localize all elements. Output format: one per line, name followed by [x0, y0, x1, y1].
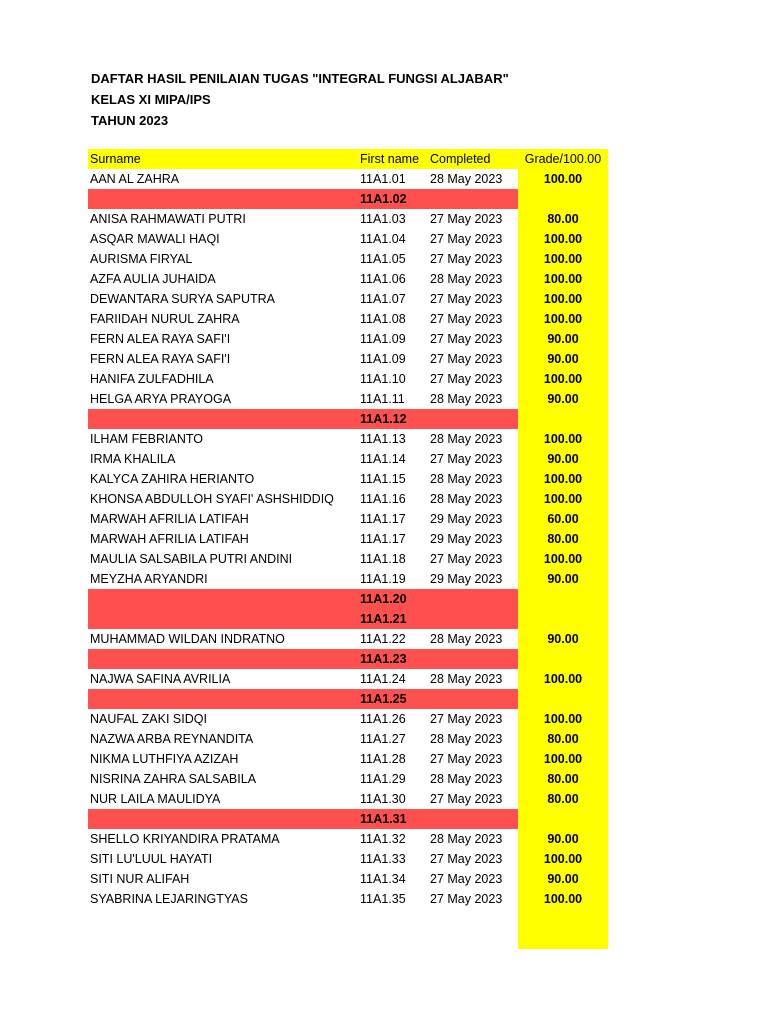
- cell-grade: 90.00: [518, 329, 608, 349]
- cell-grade: 100.00: [518, 309, 608, 329]
- cell-first-name: 11A1.07: [360, 292, 406, 306]
- cell-grade: 80.00: [518, 729, 608, 749]
- table-row: [88, 229, 608, 249]
- table-row: [88, 349, 608, 369]
- table-row-missing: [88, 689, 608, 709]
- cell-grade: 100.00: [518, 469, 608, 489]
- cell-first-name: 11A1.09: [360, 352, 406, 366]
- cell-first-name: 11A1.32: [360, 832, 406, 846]
- cell-first-name: 11A1.21: [358, 609, 428, 629]
- table-row: [88, 749, 608, 769]
- cell-completed: 28 May 2023: [430, 672, 503, 686]
- empty-cell: [358, 909, 428, 929]
- cell-grade: 80.00: [518, 789, 608, 809]
- year-label: TAHUN 2023: [91, 113, 169, 128]
- cell-first-name: 11A1.08: [360, 312, 406, 326]
- cell-surname: MEYZHA ARYANDRI: [90, 572, 208, 586]
- table-row-missing: [88, 649, 608, 669]
- header-grade: Grade/100.00: [518, 149, 608, 169]
- table-row: [88, 289, 608, 309]
- table-row: [88, 209, 608, 229]
- cell-completed: 29 May 2023: [430, 512, 503, 526]
- cell-surname: [88, 809, 358, 829]
- cell-surname: FERN ALEA RAYA SAFI'I: [90, 332, 231, 346]
- cell-first-name: 11A1.20: [358, 589, 428, 609]
- cell-completed: 28 May 2023: [430, 492, 503, 506]
- cell-completed: 28 May 2023: [430, 632, 503, 646]
- cell-grade: 100.00: [518, 669, 608, 689]
- cell-first-name: 11A1.18: [360, 552, 406, 566]
- table-row: [88, 889, 608, 909]
- cell-completed: [428, 649, 518, 669]
- cell-first-name: 11A1.09: [360, 332, 406, 346]
- cell-completed: [428, 409, 518, 429]
- empty-cell: [518, 909, 608, 929]
- cell-grade: [518, 189, 608, 209]
- cell-grade: 100.00: [518, 229, 608, 249]
- cell-grade: 90.00: [518, 389, 608, 409]
- cell-grade: 60.00: [518, 509, 608, 529]
- cell-completed: 28 May 2023: [430, 732, 503, 746]
- table-row: [88, 849, 608, 869]
- empty-cell: [358, 929, 428, 949]
- cell-surname: AAN AL ZAHRA: [90, 172, 180, 186]
- cell-surname: NIKMA LUTHFIYA AZIZAH: [90, 752, 239, 766]
- cell-completed: 28 May 2023: [430, 432, 503, 446]
- table-row: [88, 729, 608, 749]
- cell-grade: 80.00: [518, 529, 608, 549]
- cell-grade: 100.00: [518, 169, 608, 189]
- cell-first-name: 11A1.02: [358, 189, 428, 209]
- cell-surname: NAUFAL ZAKI SIDQI: [90, 712, 207, 726]
- table-row: [88, 329, 608, 349]
- cell-first-name: 11A1.16: [360, 492, 406, 506]
- cell-grade: 90.00: [518, 349, 608, 369]
- header-completed: Completed: [428, 149, 518, 169]
- cell-grade: 90.00: [518, 869, 608, 889]
- cell-grade: [518, 409, 608, 429]
- cell-first-name: 11A1.01: [360, 172, 406, 186]
- empty-cell: [428, 929, 518, 949]
- cell-surname: MARWAH AFRILIA LATIFAH: [90, 532, 249, 546]
- cell-completed: 27 May 2023: [430, 352, 503, 366]
- cell-completed: 27 May 2023: [430, 792, 503, 806]
- empty-cell: [88, 909, 358, 929]
- cell-completed: 27 May 2023: [430, 252, 503, 266]
- cell-first-name: 11A1.17: [360, 532, 406, 546]
- cell-completed: 27 May 2023: [430, 332, 503, 346]
- empty-cell: [428, 909, 518, 929]
- table-row: [88, 469, 608, 489]
- table-row-missing: [88, 609, 608, 629]
- table-body: [88, 169, 608, 949]
- cell-surname: HANIFA ZULFADHILA: [90, 372, 214, 386]
- cell-grade: 100.00: [518, 549, 608, 569]
- table-row: [88, 509, 608, 529]
- cell-surname: ANISA RAHMAWATI PUTRI: [90, 212, 246, 226]
- spacer-row: [88, 929, 608, 949]
- cell-completed: [428, 689, 518, 709]
- cell-completed: 27 May 2023: [430, 312, 503, 326]
- table-row: [88, 169, 608, 189]
- cell-surname: ASQAR MAWALI HAQI: [90, 232, 220, 246]
- cell-completed: 28 May 2023: [430, 472, 503, 486]
- cell-first-name: 11A1.13: [360, 432, 406, 446]
- table-row: [88, 629, 608, 649]
- cell-grade: 100.00: [518, 429, 608, 449]
- cell-completed: 27 May 2023: [430, 552, 503, 566]
- document-title-block: [91, 68, 509, 131]
- cell-surname: IRMA KHALILA: [90, 452, 176, 466]
- table-row: [88, 709, 608, 729]
- cell-grade: 100.00: [518, 289, 608, 309]
- cell-grade: 80.00: [518, 769, 608, 789]
- cell-first-name: 11A1.28: [360, 752, 406, 766]
- cell-grade: 90.00: [518, 569, 608, 589]
- cell-surname: AZFA AULIA JUHAIDA: [90, 272, 216, 286]
- cell-grade: 100.00: [518, 849, 608, 869]
- table-row: [88, 369, 608, 389]
- cell-completed: 29 May 2023: [430, 572, 503, 586]
- cell-surname: KALYCA ZAHIRA HERIANTO: [90, 472, 255, 486]
- cell-first-name: 11A1.22: [360, 632, 406, 646]
- cell-first-name: 11A1.23: [358, 649, 428, 669]
- cell-first-name: 11A1.26: [360, 712, 406, 726]
- table-row-missing: [88, 189, 608, 209]
- cell-surname: [88, 649, 358, 669]
- class-label: KELAS XI MIPA/IPS: [91, 92, 211, 107]
- cell-first-name: 11A1.19: [360, 572, 406, 586]
- cell-completed: 28 May 2023: [430, 392, 503, 406]
- cell-grade: 100.00: [518, 749, 608, 769]
- cell-completed: 29 May 2023: [430, 532, 503, 546]
- cell-surname: NISRINA ZAHRA SALSABILA: [90, 772, 257, 786]
- cell-surname: [88, 589, 358, 609]
- cell-surname: FARIIDAH NURUL ZAHRA: [90, 312, 240, 326]
- table-row-missing: [88, 409, 608, 429]
- cell-completed: 27 May 2023: [430, 452, 503, 466]
- cell-first-name: 11A1.34: [360, 872, 406, 886]
- cell-surname: HELGA ARYA PRAYOGA: [90, 392, 232, 406]
- cell-completed: 27 May 2023: [430, 872, 503, 886]
- cell-grade: [518, 809, 608, 829]
- cell-first-name: 11A1.04: [360, 232, 406, 246]
- cell-completed: 27 May 2023: [430, 892, 503, 906]
- table-row: [88, 489, 608, 509]
- cell-grade: 90.00: [518, 829, 608, 849]
- table-row: [88, 769, 608, 789]
- table-row: [88, 449, 608, 469]
- cell-grade: [518, 589, 608, 609]
- cell-first-name: 11A1.35: [360, 892, 406, 906]
- cell-grade: 100.00: [518, 269, 608, 289]
- cell-first-name: 11A1.05: [360, 252, 406, 266]
- cell-first-name: 11A1.33: [360, 852, 406, 866]
- cell-grade: 100.00: [518, 889, 608, 909]
- cell-completed: 28 May 2023: [430, 832, 503, 846]
- cell-first-name: 11A1.12: [358, 409, 428, 429]
- empty-cell: [518, 929, 608, 949]
- cell-first-name: 11A1.31: [358, 809, 428, 829]
- cell-grade: 100.00: [518, 249, 608, 269]
- cell-completed: 28 May 2023: [430, 172, 503, 186]
- table-row: [88, 249, 608, 269]
- table-row-missing: [88, 589, 608, 609]
- cell-grade: 80.00: [518, 209, 608, 229]
- cell-surname: SYABRINA LEJARINGTYAS: [90, 892, 248, 906]
- cell-surname: DEWANTARA SURYA SAPUTRA: [90, 292, 275, 306]
- header-first-name: First name: [358, 149, 428, 169]
- cell-surname: FERN ALEA RAYA SAFI'I: [90, 352, 231, 366]
- cell-completed: 27 May 2023: [430, 752, 503, 766]
- cell-completed: [428, 589, 518, 609]
- cell-surname: SITI LU'LUUL HAYATI: [90, 852, 213, 866]
- cell-surname: SITI NUR ALIFAH: [90, 872, 190, 886]
- cell-completed: 27 May 2023: [430, 212, 503, 226]
- cell-grade: [518, 609, 608, 629]
- cell-first-name: 11A1.27: [360, 732, 406, 746]
- cell-completed: [428, 609, 518, 629]
- table-row: [88, 549, 608, 569]
- table-header-row: [88, 149, 608, 169]
- cell-first-name: 11A1.10: [360, 372, 406, 386]
- table-row: [88, 669, 608, 689]
- table-row: [88, 389, 608, 409]
- cell-first-name: 11A1.03: [360, 212, 406, 226]
- table-row: [88, 529, 608, 549]
- cell-surname: ILHAM FEBRIANTO: [90, 432, 203, 446]
- cell-completed: [428, 809, 518, 829]
- cell-first-name: 11A1.29: [360, 772, 406, 786]
- cell-first-name: 11A1.24: [360, 672, 406, 686]
- cell-surname: [88, 189, 358, 209]
- grades-table: [88, 149, 608, 949]
- cell-completed: 28 May 2023: [430, 772, 503, 786]
- cell-surname: [88, 689, 358, 709]
- cell-surname: NUR LAILA MAULIDYA: [90, 792, 221, 806]
- table-row: [88, 269, 608, 289]
- cell-grade: 100.00: [518, 709, 608, 729]
- cell-surname: MUHAMMAD WILDAN INDRATNO: [90, 632, 285, 646]
- cell-completed: 27 May 2023: [430, 372, 503, 386]
- cell-completed: 27 May 2023: [430, 292, 503, 306]
- cell-first-name: 11A1.17: [360, 512, 406, 526]
- cell-grade: 100.00: [518, 369, 608, 389]
- cell-surname: SHELLO KRIYANDIRA PRATAMA: [90, 832, 280, 846]
- cell-surname: NAZWA ARBA REYNANDITA: [90, 732, 254, 746]
- cell-grade: 100.00: [518, 489, 608, 509]
- cell-surname: [88, 609, 358, 629]
- table-row: [88, 869, 608, 889]
- table-row: [88, 309, 608, 329]
- cell-grade: 90.00: [518, 629, 608, 649]
- cell-grade: [518, 689, 608, 709]
- cell-first-name: 11A1.30: [360, 792, 406, 806]
- table-row-missing: [88, 809, 608, 829]
- cell-completed: 27 May 2023: [430, 232, 503, 246]
- cell-first-name: 11A1.11: [360, 392, 405, 406]
- spacer-row: [88, 909, 608, 929]
- header-surname: Surname: [88, 149, 358, 169]
- cell-surname: MAULIA SALSABILA PUTRI ANDINI: [90, 552, 293, 566]
- table-row: [88, 569, 608, 589]
- empty-cell: [88, 929, 358, 949]
- cell-completed: 27 May 2023: [430, 852, 503, 866]
- cell-surname: KHONSA ABDULLOH SYAFI' ASHSHIDDIQ: [90, 492, 334, 506]
- cell-completed: 27 May 2023: [430, 712, 503, 726]
- cell-completed: [428, 189, 518, 209]
- cell-first-name: 11A1.06: [360, 272, 406, 286]
- cell-grade: 90.00: [518, 449, 608, 469]
- cell-surname: AURISMA FIRYAL: [90, 252, 193, 266]
- table-row: [88, 829, 608, 849]
- cell-surname: NAJWA SAFINA AVRILIA: [90, 672, 231, 686]
- cell-surname: MARWAH AFRILIA LATIFAH: [90, 512, 249, 526]
- table-row: [88, 789, 608, 809]
- cell-completed: 28 May 2023: [430, 272, 503, 286]
- cell-grade: [518, 649, 608, 669]
- table-row: [88, 429, 608, 449]
- cell-first-name: 11A1.15: [360, 472, 406, 486]
- cell-first-name: 11A1.14: [360, 452, 406, 466]
- document-title: DAFTAR HASIL PENILAIAN TUGAS "INTEGRAL FUNGSI ALJABAR": [91, 71, 509, 86]
- cell-first-name: 11A1.25: [358, 689, 428, 709]
- cell-surname: [88, 409, 358, 429]
